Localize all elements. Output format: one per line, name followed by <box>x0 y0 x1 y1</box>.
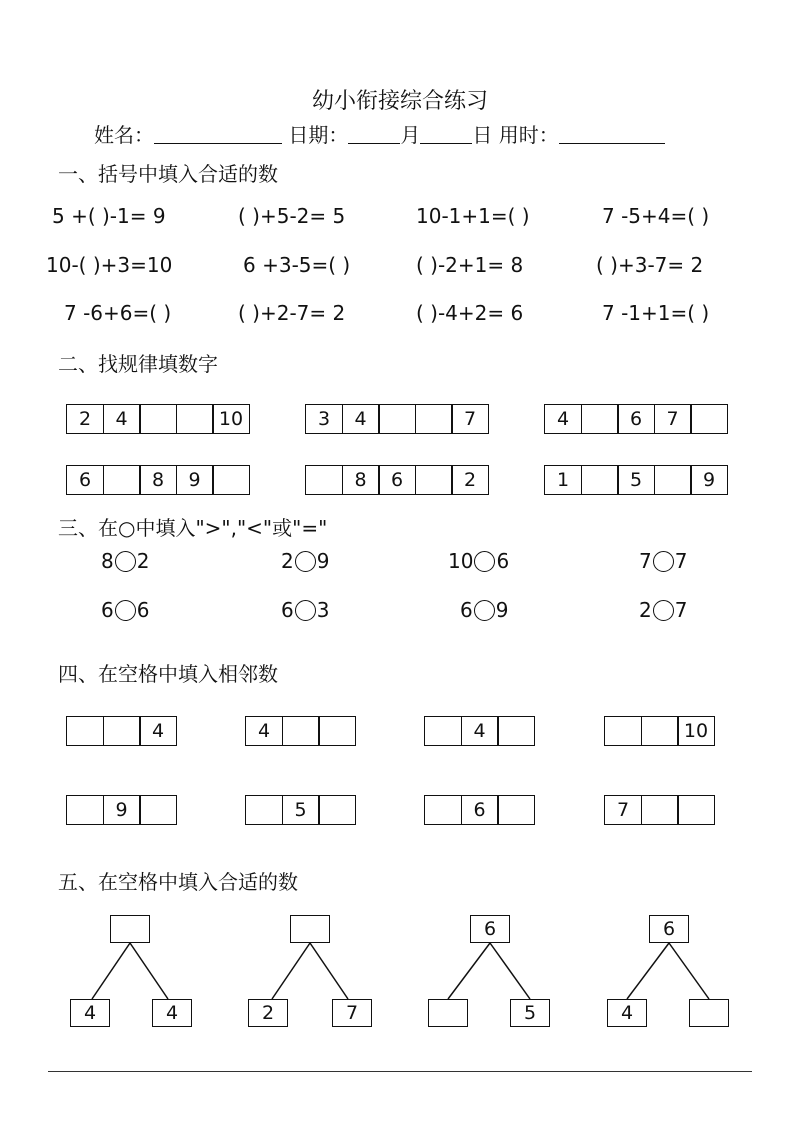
compare-left: 6 <box>460 598 473 622</box>
neighbor-cell[interactable] <box>641 795 679 825</box>
compare-left: 10 <box>448 549 474 573</box>
neighbor-cell[interactable] <box>103 716 141 746</box>
bond-left-box[interactable] <box>428 999 468 1027</box>
number-bond <box>246 915 446 1040</box>
pattern-cell[interactable] <box>103 465 141 495</box>
neighbor-cell[interactable]: 9 <box>103 795 141 825</box>
neighbor-row <box>604 795 715 825</box>
compare-left: 6 <box>281 598 294 622</box>
equation[interactable]: 10-1+1=( ) <box>416 204 530 228</box>
neighbor-cell[interactable] <box>604 716 642 746</box>
pattern-row <box>544 404 728 434</box>
compare-item <box>639 598 687 622</box>
bond-left-box[interactable]: 4 <box>70 999 110 1027</box>
bond-right-box[interactable] <box>689 999 729 1027</box>
number-bond <box>424 915 624 1040</box>
equation[interactable]: 5 +( )-1= 9 <box>52 204 166 228</box>
neighbor-cell[interactable] <box>677 795 715 825</box>
number-bond <box>603 915 800 1040</box>
section-5-title: 五、在空格中填入合适的数 <box>58 870 298 894</box>
equation[interactable]: ( )+2-7= 2 <box>238 301 346 325</box>
section-2-title: 二、找规律填数字 <box>58 352 218 376</box>
day-label: 日 <box>472 123 493 147</box>
equation[interactable]: ( )+3-7= 2 <box>596 253 704 277</box>
pattern-cell[interactable] <box>305 465 343 495</box>
compare-left: 2 <box>281 549 294 573</box>
neighbor-cell[interactable] <box>497 795 535 825</box>
circle-blank[interactable] <box>474 551 495 572</box>
neighbor-cell[interactable]: 4 <box>245 716 283 746</box>
pattern-cell[interactable]: 3 <box>305 404 343 434</box>
neighbor-cell[interactable] <box>318 716 356 746</box>
equation[interactable]: 7 -1+1=( ) <box>602 301 710 325</box>
equation[interactable]: 10-( )+3=10 <box>46 253 173 277</box>
bond-right-box[interactable]: 4 <box>152 999 192 1027</box>
compare-item <box>281 549 329 573</box>
name-blank[interactable] <box>154 125 282 144</box>
pattern-cell[interactable]: 7 <box>654 404 692 434</box>
circle-blank[interactable] <box>295 600 316 621</box>
pattern-row <box>66 465 250 495</box>
neighbor-cell[interactable]: 5 <box>282 795 320 825</box>
section-4-title: 四、在空格中填入相邻数 <box>58 662 278 686</box>
neighbor-cell[interactable] <box>641 716 679 746</box>
compare-left: 7 <box>639 549 652 573</box>
neighbor-row <box>424 716 535 746</box>
circle-blank[interactable] <box>653 600 674 621</box>
equation[interactable]: ( )-4+2= 6 <box>416 301 524 325</box>
pattern-cell[interactable] <box>690 404 728 434</box>
neighbor-row <box>245 716 356 746</box>
pattern-cell[interactable] <box>176 404 214 434</box>
compare-item <box>639 549 687 573</box>
neighbor-cell[interactable]: 7 <box>604 795 642 825</box>
time-label: 用时： <box>498 123 559 147</box>
pattern-cell[interactable]: 7 <box>451 404 489 434</box>
pattern-row <box>305 465 489 495</box>
pattern-cell[interactable]: 4 <box>342 404 380 434</box>
neighbor-cell[interactable]: 4 <box>139 716 177 746</box>
compare-right: 2 <box>136 549 150 573</box>
pattern-cell[interactable]: 6 <box>617 404 655 434</box>
compare-item <box>448 549 509 573</box>
pattern-cell[interactable]: 10 <box>212 404 250 434</box>
compare-right: 9 <box>495 598 509 622</box>
bond-top-box[interactable] <box>290 915 330 943</box>
neighbor-cell[interactable] <box>424 795 462 825</box>
neighbor-cell[interactable]: 10 <box>677 716 715 746</box>
pattern-cell[interactable]: 6 <box>66 465 104 495</box>
bottom-divider <box>48 1071 752 1072</box>
pattern-cell[interactable]: 1 <box>544 465 582 495</box>
bond-left-box[interactable]: 2 <box>248 999 288 1027</box>
compare-right: 7 <box>674 598 688 622</box>
circle-blank[interactable] <box>653 551 674 572</box>
pattern-cell[interactable]: 2 <box>66 404 104 434</box>
neighbor-row <box>604 716 715 746</box>
pattern-cell[interactable] <box>654 465 692 495</box>
circle-blank[interactable] <box>295 551 316 572</box>
compare-right: 9 <box>316 549 330 573</box>
bond-right-box[interactable]: 7 <box>332 999 372 1027</box>
section-1-title: 一、括号中填入合适的数 <box>58 162 278 186</box>
equation[interactable]: 6 +3-5=( ) <box>243 253 351 277</box>
page-title: 幼小衔接综合练习 <box>311 89 488 114</box>
neighbor-cell[interactable] <box>245 795 283 825</box>
bond-right-box[interactable]: 5 <box>510 999 550 1027</box>
compare-right: 7 <box>674 549 688 573</box>
bond-top-box[interactable] <box>110 915 150 943</box>
equation[interactable]: ( )-2+1= 8 <box>416 253 524 277</box>
pattern-cell[interactable]: 9 <box>176 465 214 495</box>
month-label: 月 <box>400 123 421 147</box>
pattern-cell[interactable]: 6 <box>378 465 416 495</box>
pattern-cell[interactable] <box>212 465 250 495</box>
pattern-cell[interactable]: 4 <box>544 404 582 434</box>
neighbor-row <box>245 795 356 825</box>
info-line <box>94 119 665 148</box>
compare-right: 6 <box>496 549 510 573</box>
neighbor-cell[interactable] <box>139 795 177 825</box>
bond-left-box[interactable]: 4 <box>607 999 647 1027</box>
pattern-cell[interactable]: 2 <box>451 465 489 495</box>
neighbor-cell[interactable] <box>282 716 320 746</box>
pattern-cell[interactable]: 5 <box>617 465 655 495</box>
compare-right: 6 <box>136 598 150 622</box>
equation[interactable]: 7 -6+6=( ) <box>64 301 172 325</box>
neighbor-cell[interactable]: 6 <box>461 795 499 825</box>
neighbor-cell[interactable]: 4 <box>461 716 499 746</box>
pattern-cell[interactable] <box>139 404 177 434</box>
pattern-cell[interactable]: 4 <box>103 404 141 434</box>
compare-item <box>281 598 329 622</box>
compare-left: 2 <box>639 598 652 622</box>
circle-blank[interactable] <box>115 600 136 621</box>
compare-left: 8 <box>101 549 114 573</box>
pattern-cell[interactable] <box>581 465 619 495</box>
compare-item <box>101 549 149 573</box>
pattern-cell[interactable]: 8 <box>139 465 177 495</box>
compare-item <box>460 598 508 622</box>
bond-top-box[interactable]: 6 <box>649 915 689 943</box>
time-blank[interactable] <box>559 125 665 144</box>
equation[interactable]: ( )+5-2= 5 <box>238 204 346 228</box>
compare-right: 3 <box>316 598 330 622</box>
pattern-cell[interactable] <box>581 404 619 434</box>
neighbor-cell[interactable] <box>497 716 535 746</box>
pattern-cell[interactable] <box>378 404 416 434</box>
name-label: 姓名： <box>94 123 154 147</box>
compare-left: 6 <box>101 598 114 622</box>
day-blank[interactable] <box>420 125 472 144</box>
equation[interactable]: 7 -5+4=( ) <box>602 204 710 228</box>
neighbor-cell[interactable] <box>424 716 462 746</box>
neighbor-cell[interactable] <box>66 795 104 825</box>
pattern-cell[interactable]: 9 <box>690 465 728 495</box>
bond-top-box[interactable]: 6 <box>470 915 510 943</box>
pattern-cell[interactable] <box>415 404 453 434</box>
section-3-title: 三、在○中填入">","<"或"=" <box>58 516 328 540</box>
date-label: 日期： <box>288 123 349 147</box>
pattern-row <box>66 404 250 434</box>
circle-blank[interactable] <box>474 600 495 621</box>
number-bond <box>66 915 266 1040</box>
compare-item <box>101 598 149 622</box>
pattern-row <box>544 465 728 495</box>
neighbor-row <box>424 795 535 825</box>
pattern-row <box>305 404 489 434</box>
pattern-cell[interactable]: 8 <box>342 465 380 495</box>
circle-blank[interactable] <box>115 551 136 572</box>
pattern-cell[interactable] <box>415 465 453 495</box>
neighbor-row <box>66 716 177 746</box>
neighbor-cell[interactable] <box>66 716 104 746</box>
month-blank[interactable] <box>348 125 400 144</box>
neighbor-row <box>66 795 177 825</box>
neighbor-cell[interactable] <box>318 795 356 825</box>
